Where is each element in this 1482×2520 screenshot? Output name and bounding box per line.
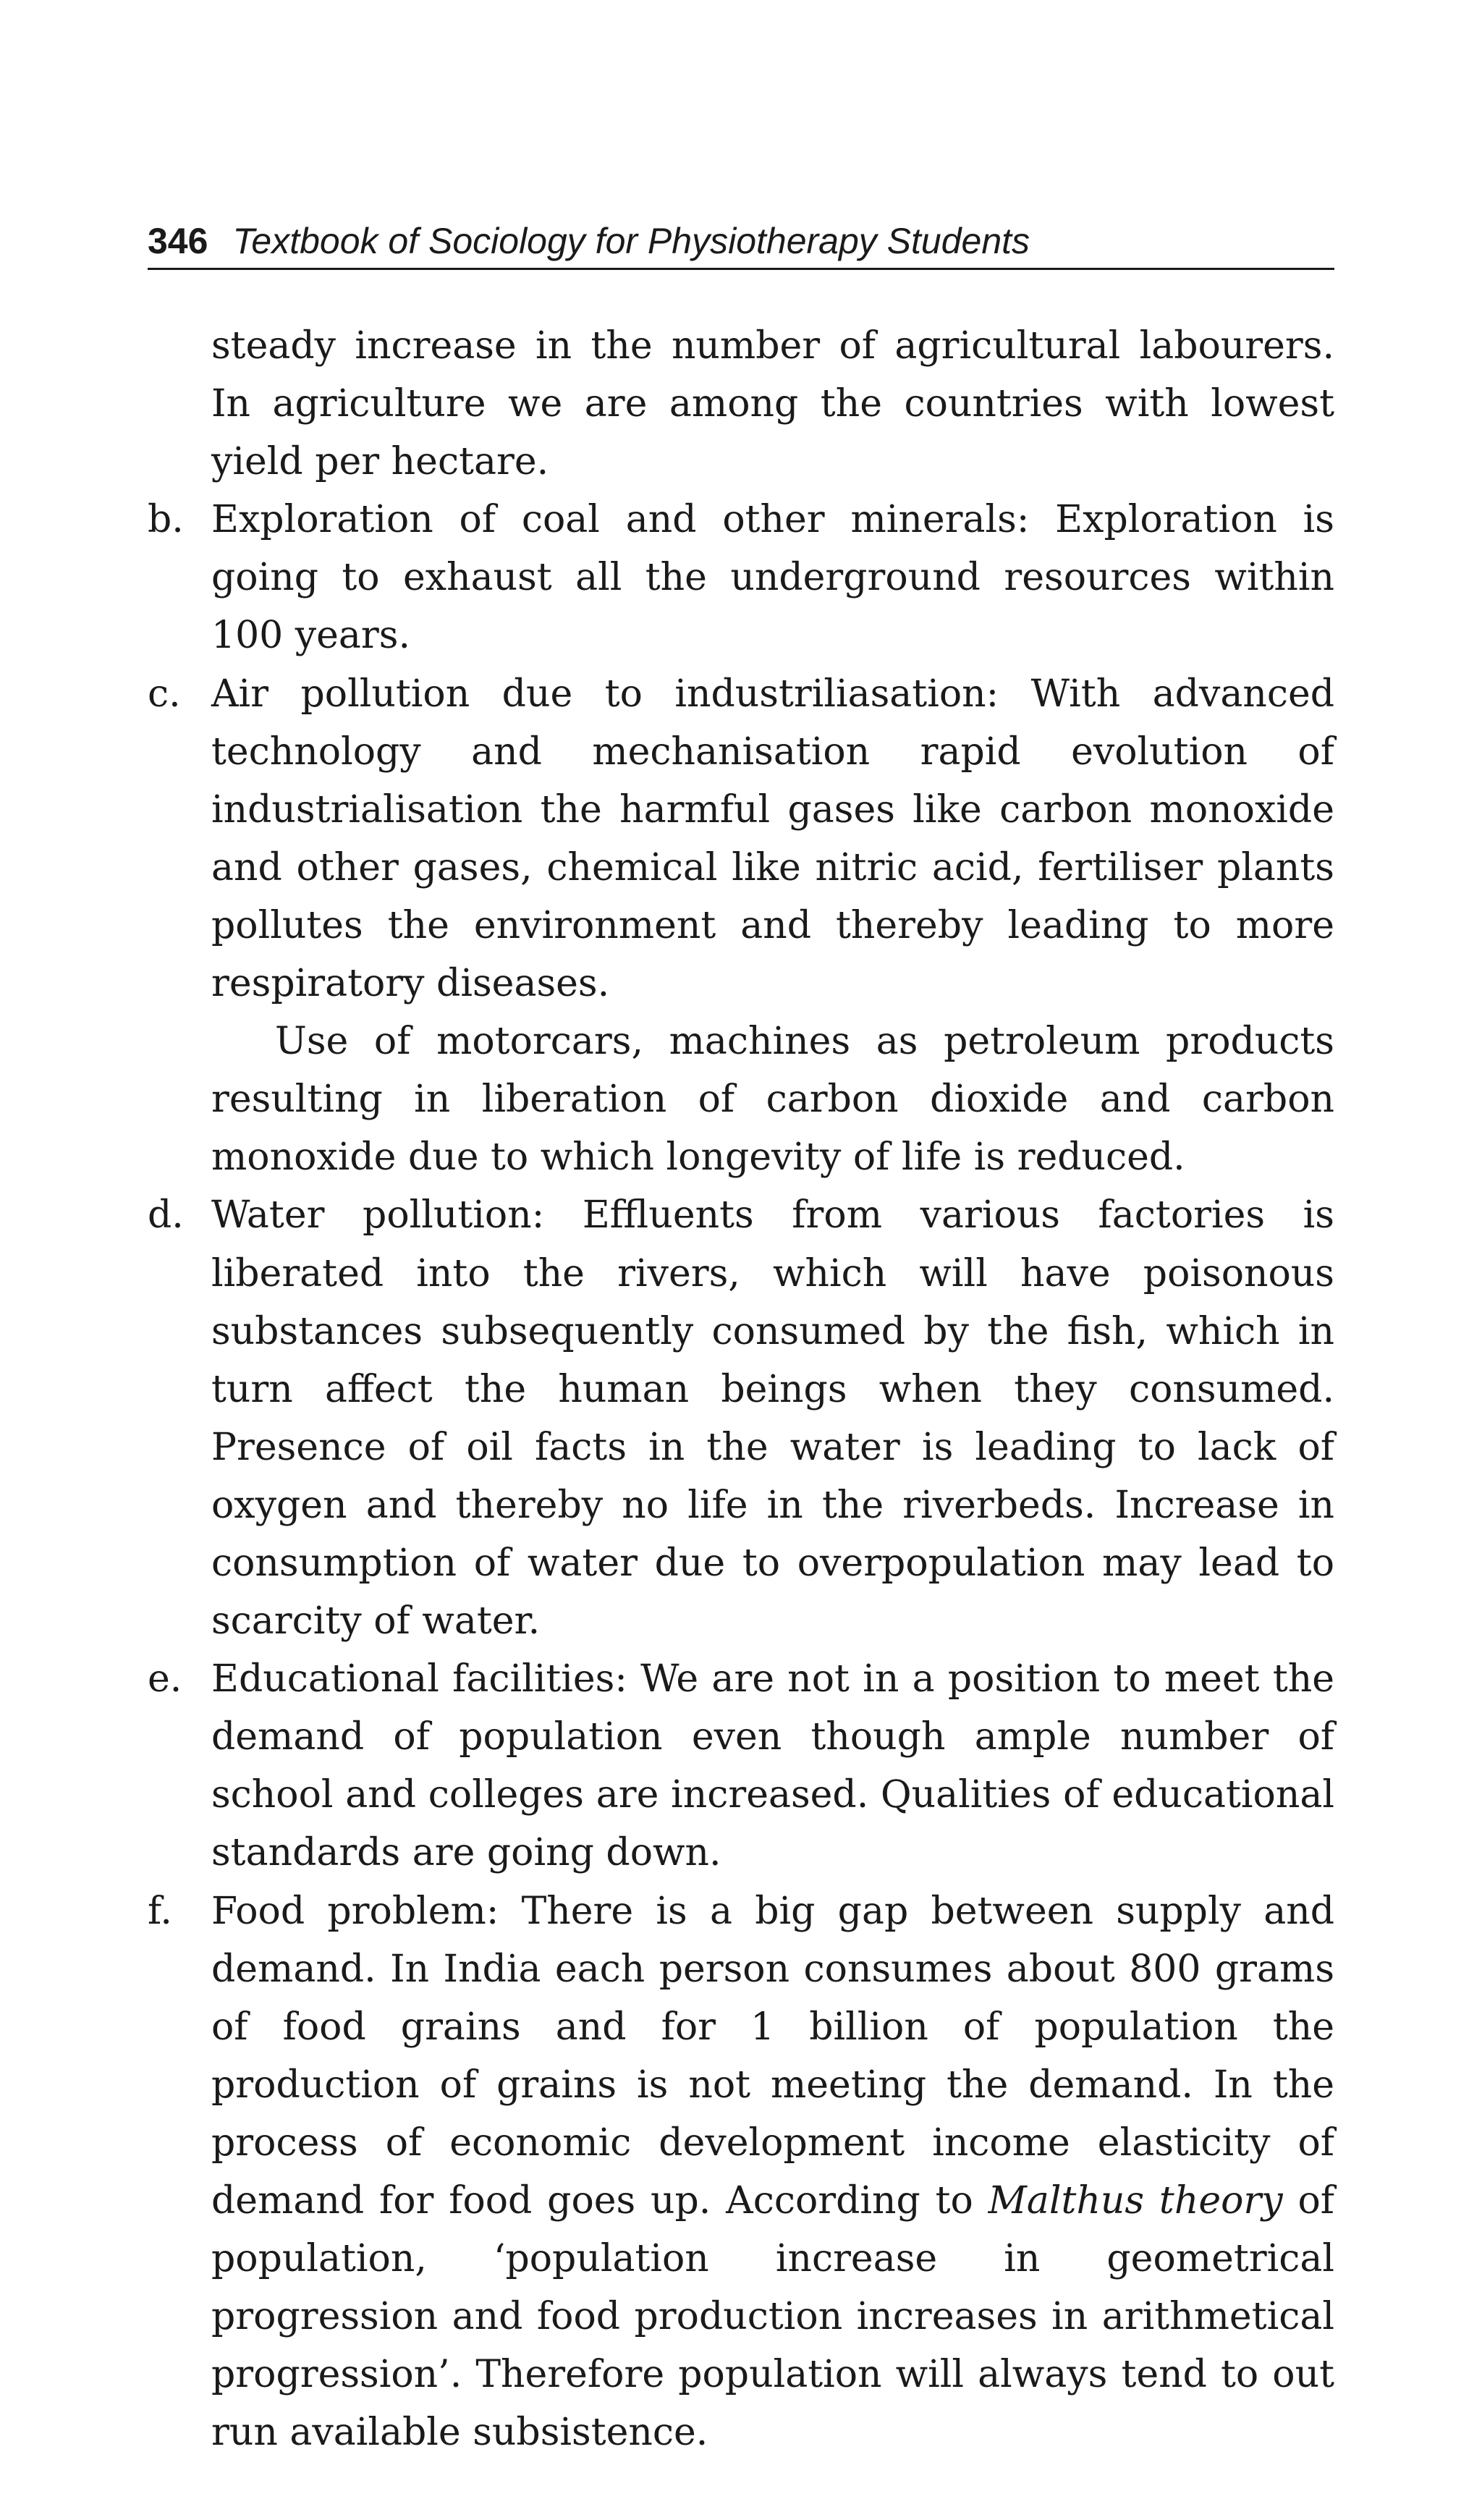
list-item-f [148, 1882, 1334, 2462]
list-marker: c. [148, 672, 181, 716]
list-item-text: Exploration of coal and other minerals: Exploration is going to exhaust all the underground resources within 100 years. [211, 498, 1334, 658]
list-item-text: Air pollution due to industriliasation: With advanced technology and mechanisation rapid evolution of industrialisation the harmful gases like carbon monoxide and other gases, chemical like nitric acid, fertiliser plants pollutes the environment and thereby leading to more respiratory diseases. [211, 672, 1334, 1006]
text-before-italic: Food problem: There is a big gap between supply and demand. In India each person consumes about 800 grams of food grains and for 1 billion of population the production of grains is not meeting the demand. In the process of economic development income elasticity of demand for food goes up. According to [211, 1889, 1334, 2223]
list-marker: d. [148, 1193, 184, 1238]
list-item-text: Water pollution: Effluents from various factories is liberated into the rivers, which will have poisonous substances subsequently consumed by the fish, which in turn affect the human beings when they consumed. Presence of oil facts in the water is leading to lack of oxygen and thereby no life in the riverbeds. Increase in consumption of water due to overpopulation may lead to scarcity of water. [211, 1193, 1334, 1644]
book-title: Textbook of Sociology for Physiotherapy Students [232, 221, 1030, 261]
list-item-b [148, 491, 1334, 664]
italic-term: Malthus theory [988, 2179, 1283, 2223]
list-item-c-continuation [148, 1012, 1334, 1186]
list-item-continuation-text: Use of motorcars, machines as petroleum products resulting in liberation of carbon dioxide and carbon monoxide due to which longevity of life is reduced. [211, 1020, 1334, 1180]
page-number: 346 [148, 221, 208, 261]
list-item-d [148, 1186, 1334, 1650]
list-marker: f. [148, 1889, 172, 1933]
list-item-text [211, 1882, 1334, 2462]
list-item-text: Educational facilities: We are not in a position to meet the demand of population even though ample number of school and colleges are increased. Qualities of educational standards are going down. [211, 1657, 1334, 1875]
running-header [148, 217, 1334, 270]
list-marker: b. [148, 498, 184, 542]
list-item-c [148, 665, 1334, 1013]
list-item-e [148, 1650, 1334, 1882]
text-after-italic: of population, ‘population increase in geometrical progression and food production increases in arithmetical progression’. Therefore population will always tend to out run available subsistence. [211, 2179, 1335, 2455]
continued-paragraph: steady increase in the number of agricultural labourers. In agriculture we are among the countries with lowest yield per hectare. [211, 324, 1334, 484]
list-marker: e. [148, 1657, 182, 1701]
body-text [148, 317, 1334, 2461]
